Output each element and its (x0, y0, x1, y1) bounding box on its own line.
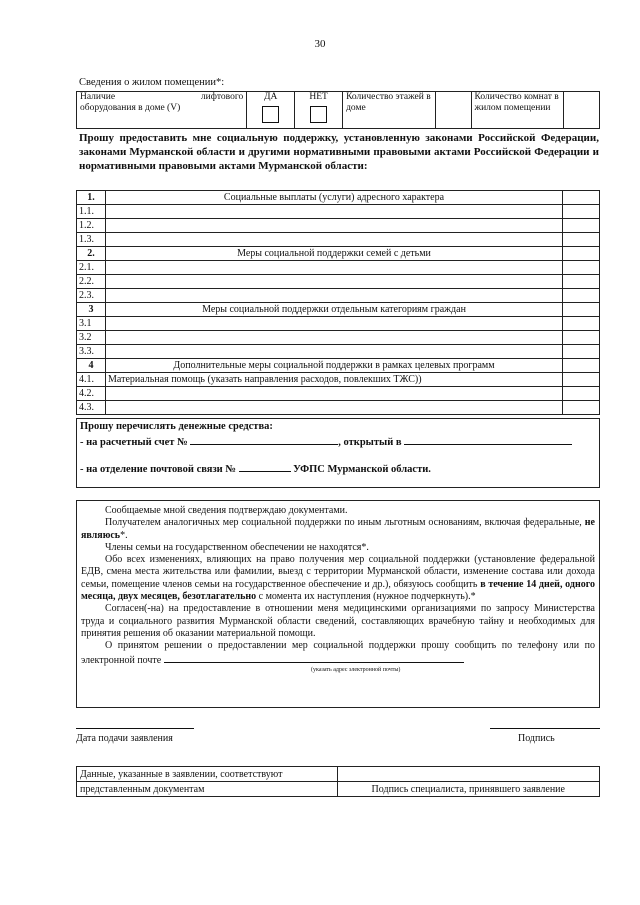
support-row (77, 401, 600, 415)
bank-name-field[interactable] (404, 434, 572, 445)
row-mark-cell[interactable] (563, 401, 600, 415)
page-number: 30 (314, 38, 326, 50)
support-row (77, 317, 600, 331)
support-row (77, 219, 600, 233)
signature-label: Подпись (518, 733, 555, 744)
post-line (80, 461, 431, 475)
account-mid: , открытый в (338, 437, 402, 448)
row-text[interactable] (106, 289, 563, 303)
section-header-row (77, 359, 600, 373)
support-row (77, 275, 600, 289)
post-office-field[interactable] (239, 461, 291, 472)
support-row (77, 331, 600, 345)
row-mark-cell[interactable] (563, 331, 600, 345)
housing-caption: Сведения о жилом помещении*: (79, 77, 225, 88)
date-label: Дата подачи заявления (76, 733, 173, 744)
rooms-label-cell (471, 92, 564, 129)
declaration-p4-end: с момента их наступления (нужное подчеркнуть).* (258, 591, 476, 603)
post-suffix: УФПС Мурманской области. (293, 464, 431, 475)
declaration-p4-text: Обо всех изменениях, влияющих на право получения мер социальной поддержки (установление федеральной ЕДВ, смена места жительства или фамилии, выезд с территории Мурманской области, изменение состава или дохода семьи, помещение членов семьи на государственное обеспечение и др.), обязуюсь сообщить (81, 554, 595, 590)
declaration-p1: Сообщаемые мной сведения подтверждаю документами. (105, 505, 348, 516)
declaration-p5: Согласен(-на) на предоставление в отношении меня медицинскими организациями по запросу Министерства труда и социального развития Мурманской области сведений, составляющих врачебную тайну и необходимых для принятия решения об оказании материальной помощи. (81, 603, 595, 639)
contact-field[interactable] (164, 653, 464, 663)
section-title: Дополнительные меры социальной поддержки в рамках целевых программ (106, 359, 563, 373)
section-number: 1. (77, 191, 106, 205)
row-number: 3.3. (77, 345, 106, 359)
declaration-p2-end: *. (120, 529, 128, 541)
verification-left-1: Данные, указанные в заявлении, соответствуют (77, 767, 338, 782)
row-text[interactable] (106, 401, 563, 415)
row-text[interactable] (106, 331, 563, 345)
row-number: 1.1. (77, 205, 106, 219)
row-text[interactable] (106, 233, 563, 247)
signature-line[interactable] (490, 728, 600, 729)
row-mark-cell[interactable] (563, 233, 600, 247)
declaration-p3: Члены семьи на государственном обеспечении не находятся*. (105, 541, 369, 553)
declaration-p6 (81, 640, 595, 667)
elevator-label-line2: оборудования в доме (V) (80, 103, 181, 113)
section-number: 3 (77, 303, 106, 317)
declaration-section (76, 500, 600, 708)
account-line (80, 434, 572, 448)
no-checkbox[interactable] (310, 106, 327, 123)
declaration-p2-text: Получателем аналогичных мер социальной поддержки по иным льготным основаниям, включая федеральные, (105, 517, 582, 529)
declaration-p6-text: О принятом решении о предоставлении мер социальной поддержки прошу сообщить по телефону или по электронной почте (81, 640, 595, 666)
section-title: Меры социальной поддержки отдельным категориям граждан (106, 303, 563, 317)
support-row (77, 345, 600, 359)
row-mark-cell[interactable] (563, 261, 600, 275)
verification-table (76, 766, 600, 797)
section-header-row (77, 303, 600, 317)
row-text[interactable] (106, 275, 563, 289)
row-number: 4.2. (77, 387, 106, 401)
row-number: 4.1. (77, 373, 106, 387)
floors-label: Количество этажей в доме (346, 92, 431, 113)
row-number: 3.1 (77, 317, 106, 331)
support-row (77, 261, 600, 275)
elevator-label-word2: лифтового (200, 92, 244, 102)
section-mark-cell[interactable] (563, 303, 600, 317)
request-text: Прошу предоставить мне социальную поддержку, установленную законами Российской Федерации, законами Мурманской области и другими нормативными правовыми актами Российской Федерации и нормативными правовыми актами Мурманской области: (79, 132, 599, 172)
account-prefix: - на расчетный счет № (80, 437, 188, 448)
elevator-label-word1: Наличие (80, 92, 116, 102)
payment-heading: Прошу перечислять денежные средства: (80, 421, 273, 432)
yes-label: ДА (264, 92, 278, 102)
support-row (77, 373, 600, 387)
verification-right-label: Подпись специалиста, принявшего заявление (337, 782, 599, 797)
row-text[interactable] (106, 345, 563, 359)
payment-section (76, 418, 600, 488)
section-mark-cell[interactable] (563, 247, 600, 261)
row-text[interactable] (106, 387, 563, 401)
section-number: 4 (77, 359, 106, 373)
row-number: 2.2. (77, 275, 106, 289)
yes-checkbox[interactable] (262, 106, 279, 123)
email-hint: (указать адрес электронной почты) (311, 666, 401, 673)
date-line[interactable] (76, 728, 194, 729)
support-row (77, 205, 600, 219)
row-number: 2.3. (77, 289, 106, 303)
row-mark-cell[interactable] (563, 219, 600, 233)
row-mark-cell[interactable] (563, 275, 600, 289)
declaration-p2-bold: не являюсь (81, 517, 595, 541)
rooms-label: Количество комнат в жилом помещении (474, 92, 559, 113)
row-text[interactable] (106, 219, 563, 233)
housing-table (76, 91, 600, 129)
row-mark-cell[interactable] (563, 289, 600, 303)
yes-cell (247, 92, 295, 129)
floors-value-cell[interactable] (435, 92, 471, 129)
row-mark-cell[interactable] (563, 387, 600, 401)
rooms-value-cell[interactable] (564, 92, 600, 129)
row-text[interactable] (106, 317, 563, 331)
section-mark-cell[interactable] (563, 359, 600, 373)
declaration-p4-bold: в течение 14 дней, одного месяца, двух месяцев, безотлагательно (81, 578, 595, 603)
row-mark-cell[interactable] (563, 373, 600, 387)
declaration-p2 (81, 517, 595, 542)
row-number: 2.1. (77, 261, 106, 275)
row-number: 1.3. (77, 233, 106, 247)
support-row (77, 387, 600, 401)
row-text[interactable] (106, 205, 563, 219)
row-text[interactable]: Материальная помощь (указать направления расходов, повлекших ТЖС)) (106, 373, 563, 387)
post-prefix: - на отделение почтовой связи № (80, 464, 236, 475)
row-mark-cell[interactable] (563, 205, 600, 219)
support-row (77, 233, 600, 247)
row-mark-cell[interactable] (563, 345, 600, 359)
row-mark-cell[interactable] (563, 317, 600, 331)
row-number: 4.3. (77, 401, 106, 415)
section-header-row (77, 191, 600, 205)
no-cell (295, 92, 343, 129)
section-number: 2. (77, 247, 106, 261)
section-header-row (77, 247, 600, 261)
section-mark-cell[interactable] (563, 191, 600, 205)
verification-left-2: представленным документам (77, 782, 338, 797)
section-title: Социальные выплаты (услуги) адресного характера (106, 191, 563, 205)
floors-label-cell (343, 92, 436, 129)
section-title: Меры социальной поддержки семей с детьми (106, 247, 563, 261)
support-table (76, 190, 600, 415)
elevator-cell (77, 92, 247, 129)
account-number-field[interactable] (190, 434, 338, 445)
verification-right-empty[interactable] (337, 767, 599, 782)
row-text[interactable] (106, 261, 563, 275)
support-row (77, 289, 600, 303)
row-number: 1.2. (77, 219, 106, 233)
declaration-p4 (81, 554, 595, 603)
no-label: НЕТ (309, 92, 328, 102)
row-number: 3.2 (77, 331, 106, 345)
